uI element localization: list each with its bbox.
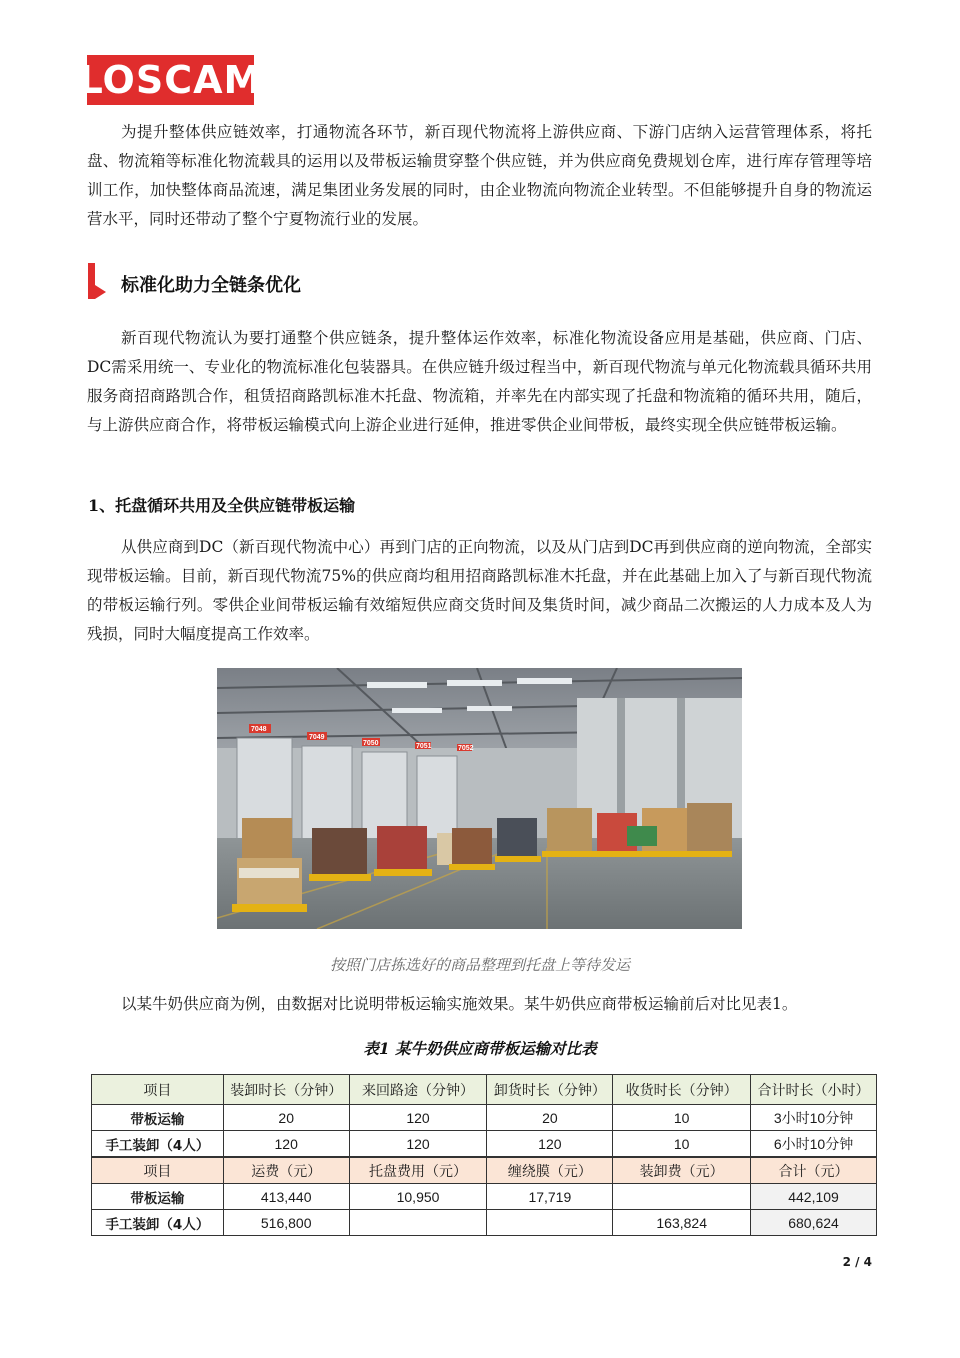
section-heading: [88, 263, 588, 299]
warehouse-photo: [217, 668, 742, 929]
table-cell: 20: [487, 1105, 613, 1131]
column-header: 缠绕膜（元）: [487, 1157, 613, 1184]
row-label: 手工装卸（4人）: [92, 1210, 224, 1236]
table-cell: 120: [487, 1131, 613, 1158]
section-marker-icon: [88, 263, 106, 299]
table-cell: 3小时10分钟: [751, 1105, 877, 1131]
table-cell: 680,624: [751, 1210, 877, 1236]
column-header: 合计（元）: [751, 1157, 877, 1184]
table-row: [92, 1105, 877, 1131]
column-header: 项目: [92, 1157, 224, 1184]
table-cell: [487, 1210, 613, 1236]
dock-label: 7052: [458, 745, 474, 752]
table-cell: 10,950: [349, 1184, 487, 1210]
table-cell: 120: [349, 1131, 487, 1158]
table-cell: [613, 1184, 751, 1210]
table-cell: 120: [223, 1131, 349, 1158]
section-title: 标准化助力全链条优化: [121, 275, 301, 296]
subsection-paragraph: 从供应商到DC（新百现代物流中心）再到门店的正向物流，以及从门店到DC再到供应商的逆向物流，全部实现带板运输。目前，新百现代物流75%的供应商均租用招商路凯标准木托盘，并在此基础上加入了与新百现代物流的带板运输行列。零供企业间带板运输有效缩短供应商交货时间及集货时间，减少商品二次搬运的人力成本及人为残损，同时大幅度提高工作效率。: [87, 538, 872, 643]
column-header: 装卸时长（分钟）: [223, 1075, 349, 1105]
table-cell: 120: [349, 1105, 487, 1131]
table-cell: [349, 1210, 487, 1236]
table-header-row: [92, 1075, 877, 1105]
loscam-logo: LOSCAM: [87, 55, 254, 105]
table-cell: 10: [613, 1105, 751, 1131]
table-cell: 17,719: [487, 1184, 613, 1210]
table-cell: 20: [223, 1105, 349, 1131]
row-label: 手工装卸（4人）: [92, 1131, 224, 1158]
page-number: 2 / 4: [842, 1255, 872, 1269]
subsection-title: 1、托盘循环共用及全供应链带板运输: [88, 496, 356, 515]
column-header: 托盘费用（元）: [349, 1157, 487, 1184]
dock-label: 7048: [251, 726, 267, 733]
table-cell: 6小时10分钟: [751, 1131, 877, 1158]
dock-label: 7050: [363, 740, 379, 747]
table-cell: 163,824: [613, 1210, 751, 1236]
row-label: 带板运输: [92, 1184, 224, 1210]
row-label: 带板运输: [92, 1105, 224, 1131]
table-cell: 413,440: [223, 1184, 349, 1210]
intro-paragraph: 为提升整体供应链效率，打通物流各环节，新百现代物流将上游供应商、下游门店纳入运营管理体系，将托盘、物流箱等标准化物流载具的运用以及带板运输贯穿整个供应链，并为供应商免费规划仓库，进行库存管理等培训工作，加快整体商品流速，满足集团业务发展的同时，由企业物流向物流企业转型。不但能够提升自身的物流运营水平，同时还带动了整个宁夏物流行业的发展。: [87, 123, 872, 228]
column-header: 运费（元）: [223, 1157, 349, 1184]
comparison-table: [91, 1074, 877, 1236]
dock-label: 7049: [309, 734, 325, 741]
table-cell: 442,109: [751, 1184, 877, 1210]
column-header: 来回路途（分钟）: [349, 1075, 487, 1105]
table-cell: 10: [613, 1131, 751, 1158]
table-row: [92, 1210, 877, 1236]
table-cell: 516,800: [223, 1210, 349, 1236]
table-row: [92, 1184, 877, 1210]
dock-label: 7051: [416, 743, 432, 750]
table-header-row: [92, 1157, 877, 1184]
example-paragraph: 以某牛奶供应商为例，由数据对比说明带板运输实施效果。某牛奶供应商带板运输前后对比见表1。: [121, 995, 798, 1013]
column-header: 装卸费（元）: [613, 1157, 751, 1184]
section-paragraph: 新百现代物流认为要打通整个供应链条，提升整体运作效率，标准化物流设备应用是基础，供应商、门店、DC需采用统一、专业化的物流标准化包装器具。在供应链升级过程当中，新百现代物流与单元化物流载具循环共用服务商招商路凯合作，租赁招商路凯标准木托盘、物流箱，并率先在内部实现了托盘和物流箱的循环共用，随后，与上游供应商合作，将带板运输模式向上游企业进行延伸，推进零供企业间带板，最终实现全供应链带板运输。: [87, 329, 872, 434]
table-row: [92, 1131, 877, 1158]
column-header: 项目: [92, 1075, 224, 1105]
column-header: 收货时长（分钟）: [613, 1075, 751, 1105]
table-title: 表1 某牛奶供应商带板运输对比表: [363, 1039, 597, 1058]
figure-caption: 按照门店拣选好的商品整理到托盘上等待发运: [329, 956, 630, 974]
warehouse-illustration: [217, 668, 742, 929]
column-header: 合计时长（小时）: [751, 1075, 877, 1105]
column-header: 卸货时长（分钟）: [487, 1075, 613, 1105]
